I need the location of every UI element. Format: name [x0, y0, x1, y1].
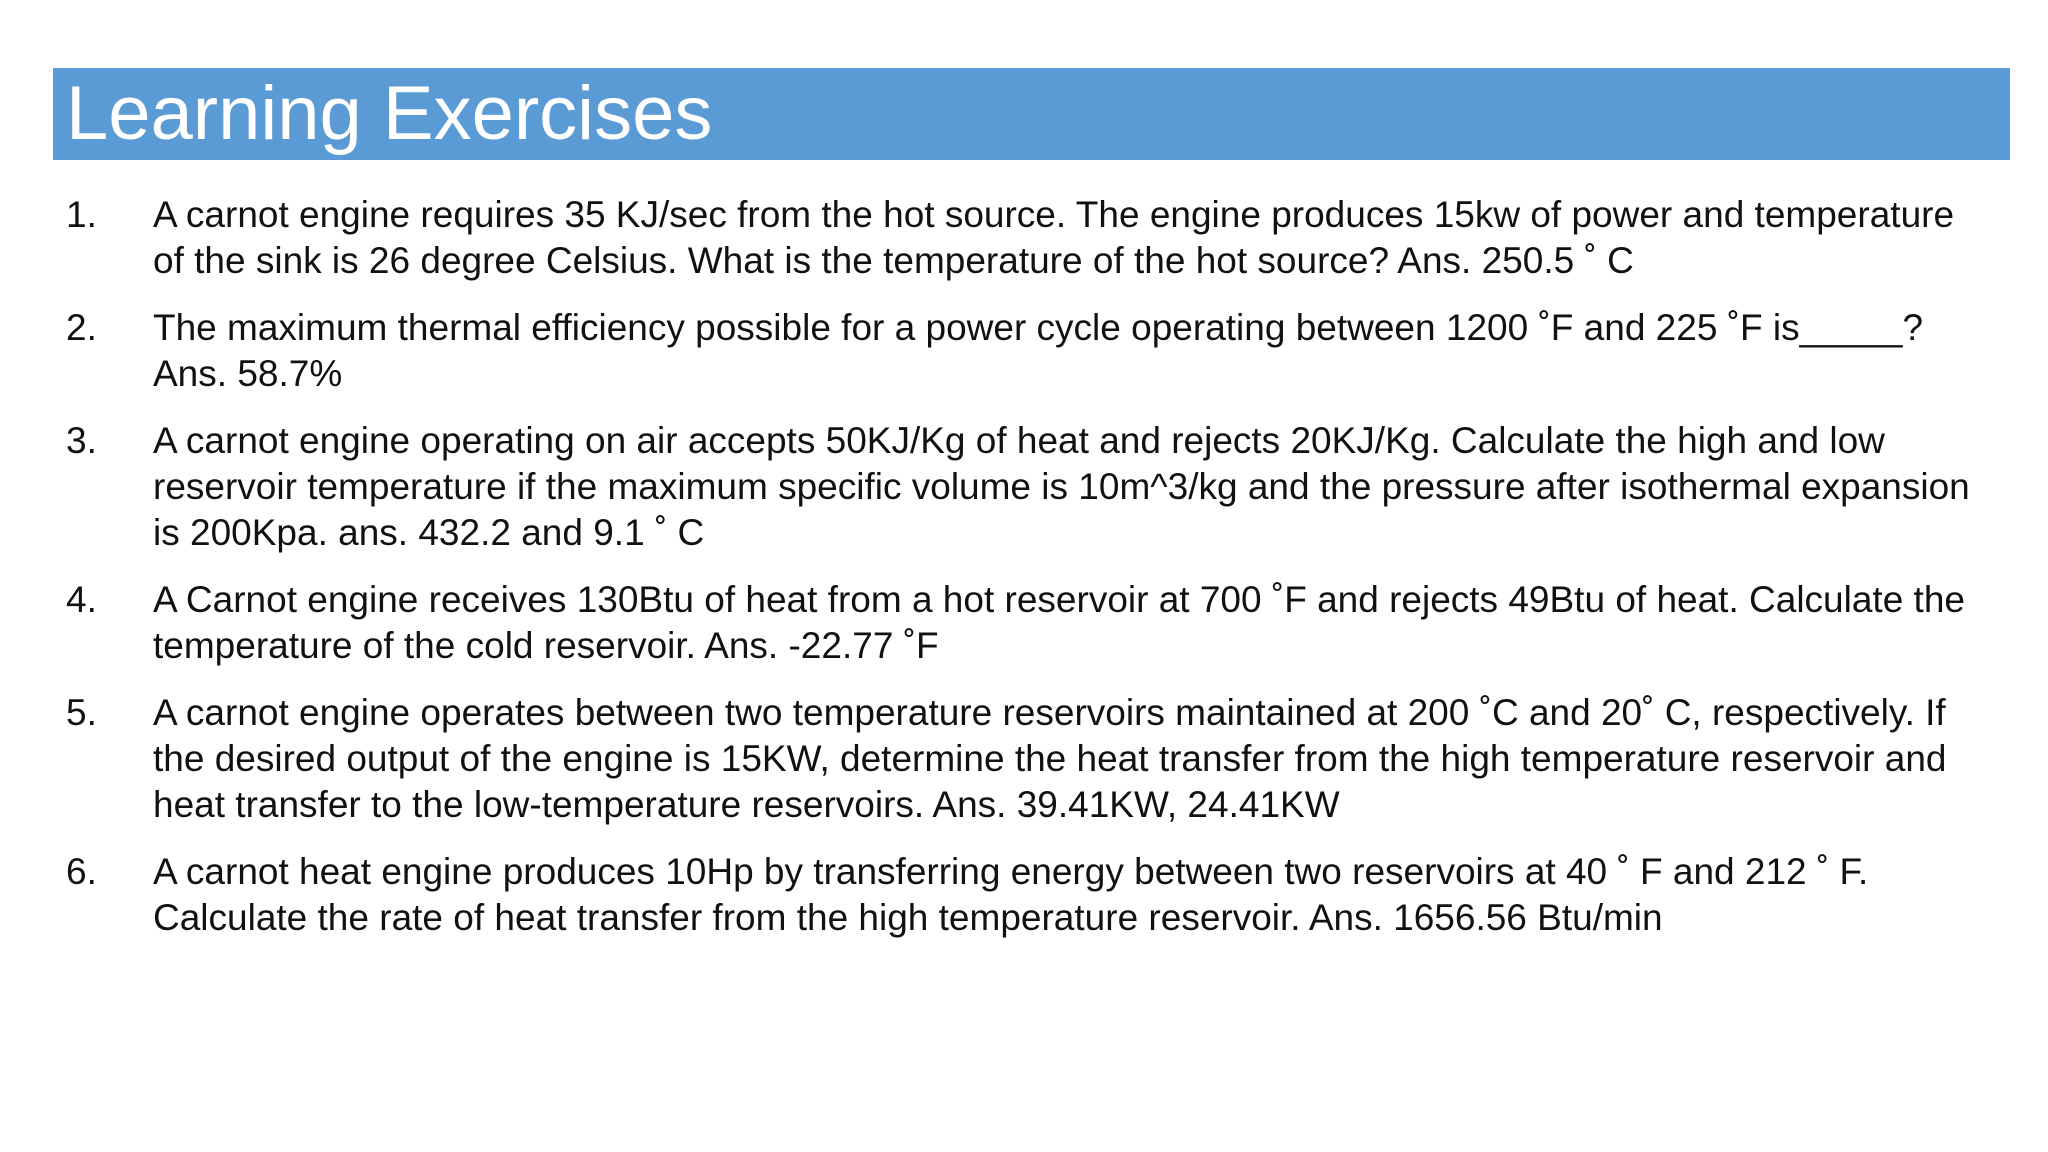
exercise-number: 6. — [66, 851, 97, 892]
slide-title: Learning Exercises — [66, 71, 713, 156]
exercise-text: A carnot engine operates between two temperature reservoirs maintained at 200 ˚C and 20˚ C, respectively. If the desired output of the engine is 15KW, determine the heat transfer from the high temperature reservoir and heat transfer to the low-temperature reservoirs. Ans. 39.41KW, 24.41KW — [153, 692, 1947, 825]
exercise-item — [66, 418, 1986, 556]
exercise-text: The maximum thermal efficiency possible for a power cycle operating between 1200 ˚F and 225 ˚F is_____? Ans. 58.7% — [153, 307, 1924, 394]
exercise-number: 2. — [66, 307, 97, 348]
exercise-text: A carnot heat engine produces 10Hp by transferring energy between two reservoirs at 40 ˚ F and 212 ˚ F. Calculate the rate of heat transfer from the high temperature reservoir. Ans. 1656.56 Btu/min — [153, 851, 1869, 938]
exercise-item — [66, 577, 1986, 669]
exercise-list — [66, 192, 1986, 962]
exercise-item — [66, 849, 1986, 941]
exercise-text: A Carnot engine receives 130Btu of heat from a hot reservoir at 700 ˚F and rejects 49Btu of heat. Calculate the temperature of the cold reservoir. Ans. -22.77 ˚F — [153, 579, 1965, 666]
exercise-item — [66, 192, 1986, 284]
exercise-number: 5. — [66, 692, 97, 733]
exercise-number: 4. — [66, 579, 97, 620]
exercise-number: 1. — [66, 194, 97, 235]
exercise-text: A carnot engine operating on air accepts 50KJ/Kg of heat and rejects 20KJ/Kg. Calculate the high and low reservoir temperature if the maximum specific volume is 10m^3/kg and the pressure after isothermal expansion is 200Kpa. ans. 432.2 and 9.1 ˚ C — [153, 420, 1970, 553]
exercise-number: 3. — [66, 420, 97, 461]
exercise-text: A carnot engine requires 35 KJ/sec from the hot source. The engine produces 15kw of power and temperature of the sink is 26 degree Celsius. What is the temperature of the hot source? Ans. 250.5 ˚ C — [153, 194, 1955, 281]
exercise-item — [66, 690, 1986, 828]
title-bar — [53, 68, 2010, 160]
exercise-item — [66, 305, 1986, 397]
